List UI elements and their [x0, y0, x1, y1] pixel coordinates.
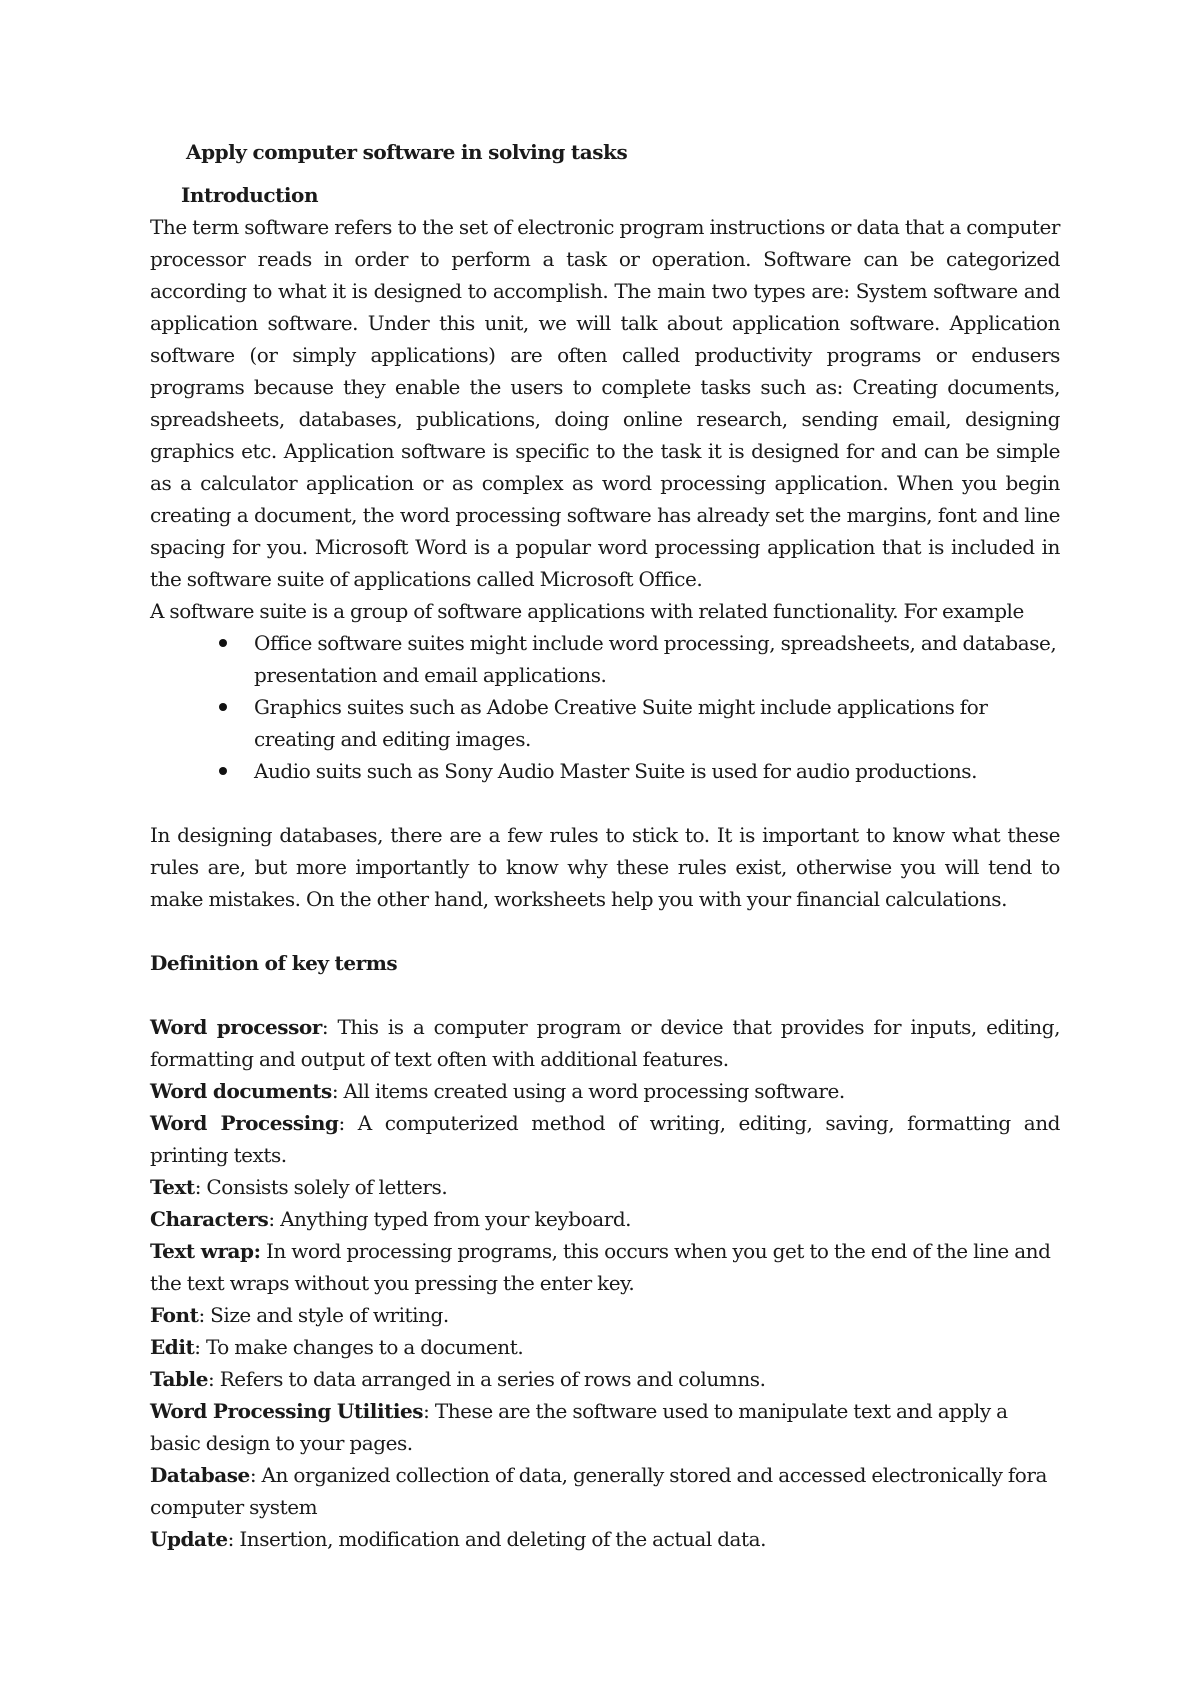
software-suite-list: [150, 627, 1060, 787]
definition-term: Database: [150, 1463, 250, 1487]
definition-text: Refers to data arranged in a series of rows and columns.: [219, 1367, 766, 1391]
definition-item: [150, 1363, 1060, 1395]
definition-separator: :: [249, 1463, 262, 1487]
definition-text: To make changes to a document.: [205, 1335, 524, 1359]
list-item: [254, 691, 1060, 755]
list-item-text: Graphics suites such as Adobe Creative Suite might include applications for creating and editing images.: [254, 695, 988, 751]
definition-text: In word processing programs, this occurs when you get to the end of the line and the text wraps without you pressing the enter key.: [150, 1239, 1051, 1295]
definition-item: [150, 1235, 1060, 1299]
definition-separator: :: [331, 1079, 344, 1103]
introduction-heading: Introduction: [181, 183, 319, 207]
definition-separator: :: [268, 1207, 281, 1231]
definition-text: These are the software used to manipulate text and apply a basic design to your pages.: [150, 1399, 1008, 1455]
definition-item: [150, 1203, 1060, 1235]
definition-term: Text: [150, 1175, 195, 1199]
definition-separator: :: [338, 1111, 358, 1135]
database-paragraph: In designing databases, there are a few rules to stick to. It is important to know what these rules are, but more importantly to know why these rules exist, otherwise you will tend to make mistakes. On the other hand, worksheets help you with your financial calculations.: [150, 823, 1060, 911]
intro-paragraph: The term software refers to the set of electronic program instructions or data that a computer processor reads in order to perform a task or operation. Software can be categorized according to what it is designed to accomplish. The main two types are: System software and application software. Under this unit, we will talk about application software. Application software (or simply applications) are often called productivity programs or endusers programs because they enable the users to complete tasks such as: Creating documents, spreadsheets, databases, publications, doing online research, sending email, designing graphics etc. Application software is specific to the task it is designed for and can be simple as a calculator application or as complex as word processing application. When you begin creating a document, the word processing software has already set the margins, font and line spacing for you. Microsoft Word is a popular word processing application that is included in the software suite of applications called Microsoft Office.: [150, 215, 1060, 591]
definition-separator: :: [198, 1303, 211, 1327]
list-item: [254, 627, 1060, 691]
definition-text: Anything typed from your keyboard.: [280, 1207, 632, 1231]
definition-item: [150, 1299, 1060, 1331]
definition-separator: :: [321, 1015, 338, 1039]
definition-term: Word Processing: [150, 1111, 339, 1135]
bullet-icon: [219, 639, 227, 647]
definition-separator: :: [208, 1367, 220, 1391]
suite-intro-paragraph: A software suite is a group of software applications with related functionality. For example: [150, 599, 1024, 623]
definition-term: Word processor: [150, 1015, 322, 1039]
definition-item: [150, 1075, 1060, 1107]
definition-term: Update: [150, 1527, 228, 1551]
definition-term: Characters: [150, 1207, 269, 1231]
definition-text: A computerized method of writing, editing, saving, formatting and printing texts.: [150, 1111, 1060, 1167]
document-body: [150, 136, 1060, 1555]
definition-text: Insertion, modification and deleting of the actual data.: [239, 1527, 766, 1551]
definition-item: [150, 1171, 1060, 1203]
definition-term: Word documents: [150, 1079, 332, 1103]
definition-text: An organized collection of data, generally stored and accessed electronically fora computer system: [150, 1463, 1047, 1519]
definition-term: Table: [150, 1367, 208, 1391]
bullet-icon: [219, 703, 227, 711]
definition-item: [150, 1459, 1060, 1523]
definition-item: [150, 1107, 1060, 1171]
definition-term: Text wrap:: [150, 1239, 261, 1263]
bullet-icon: [219, 767, 227, 775]
definition-text: All items created using a word processing software.: [343, 1079, 845, 1103]
definition-term: Font: [150, 1303, 199, 1327]
definition-text: This is a computer program or device that provides for inputs, editing, formatting and output of text often with additional features.: [150, 1015, 1060, 1071]
page-title: Apply computer software in solving tasks: [186, 140, 628, 164]
definitions-list: [150, 1011, 1060, 1555]
definition-term: Word Processing Utilities: [150, 1399, 424, 1423]
definition-separator: :: [423, 1399, 435, 1423]
list-item-text: Office software suites might include word processing, spreadsheets, and database, presentation and email applications.: [254, 631, 1057, 687]
definition-item: [150, 1395, 1060, 1459]
definition-item: [150, 1523, 1060, 1555]
definition-item: [150, 1331, 1060, 1363]
list-item-text: Audio suits such as Sony Audio Master Suite is used for audio productions.: [254, 759, 978, 783]
definition-text: Consists solely of letters.: [206, 1175, 448, 1199]
definition-term: Edit: [150, 1335, 195, 1359]
definitions-heading: Definition of key terms: [150, 951, 398, 975]
definition-separator: :: [194, 1175, 207, 1199]
definition-item: [150, 1011, 1060, 1075]
list-item: [254, 755, 1060, 787]
definition-separator: :: [227, 1527, 240, 1551]
definition-text: Size and style of writing.: [210, 1303, 449, 1327]
definition-separator: :: [194, 1335, 206, 1359]
